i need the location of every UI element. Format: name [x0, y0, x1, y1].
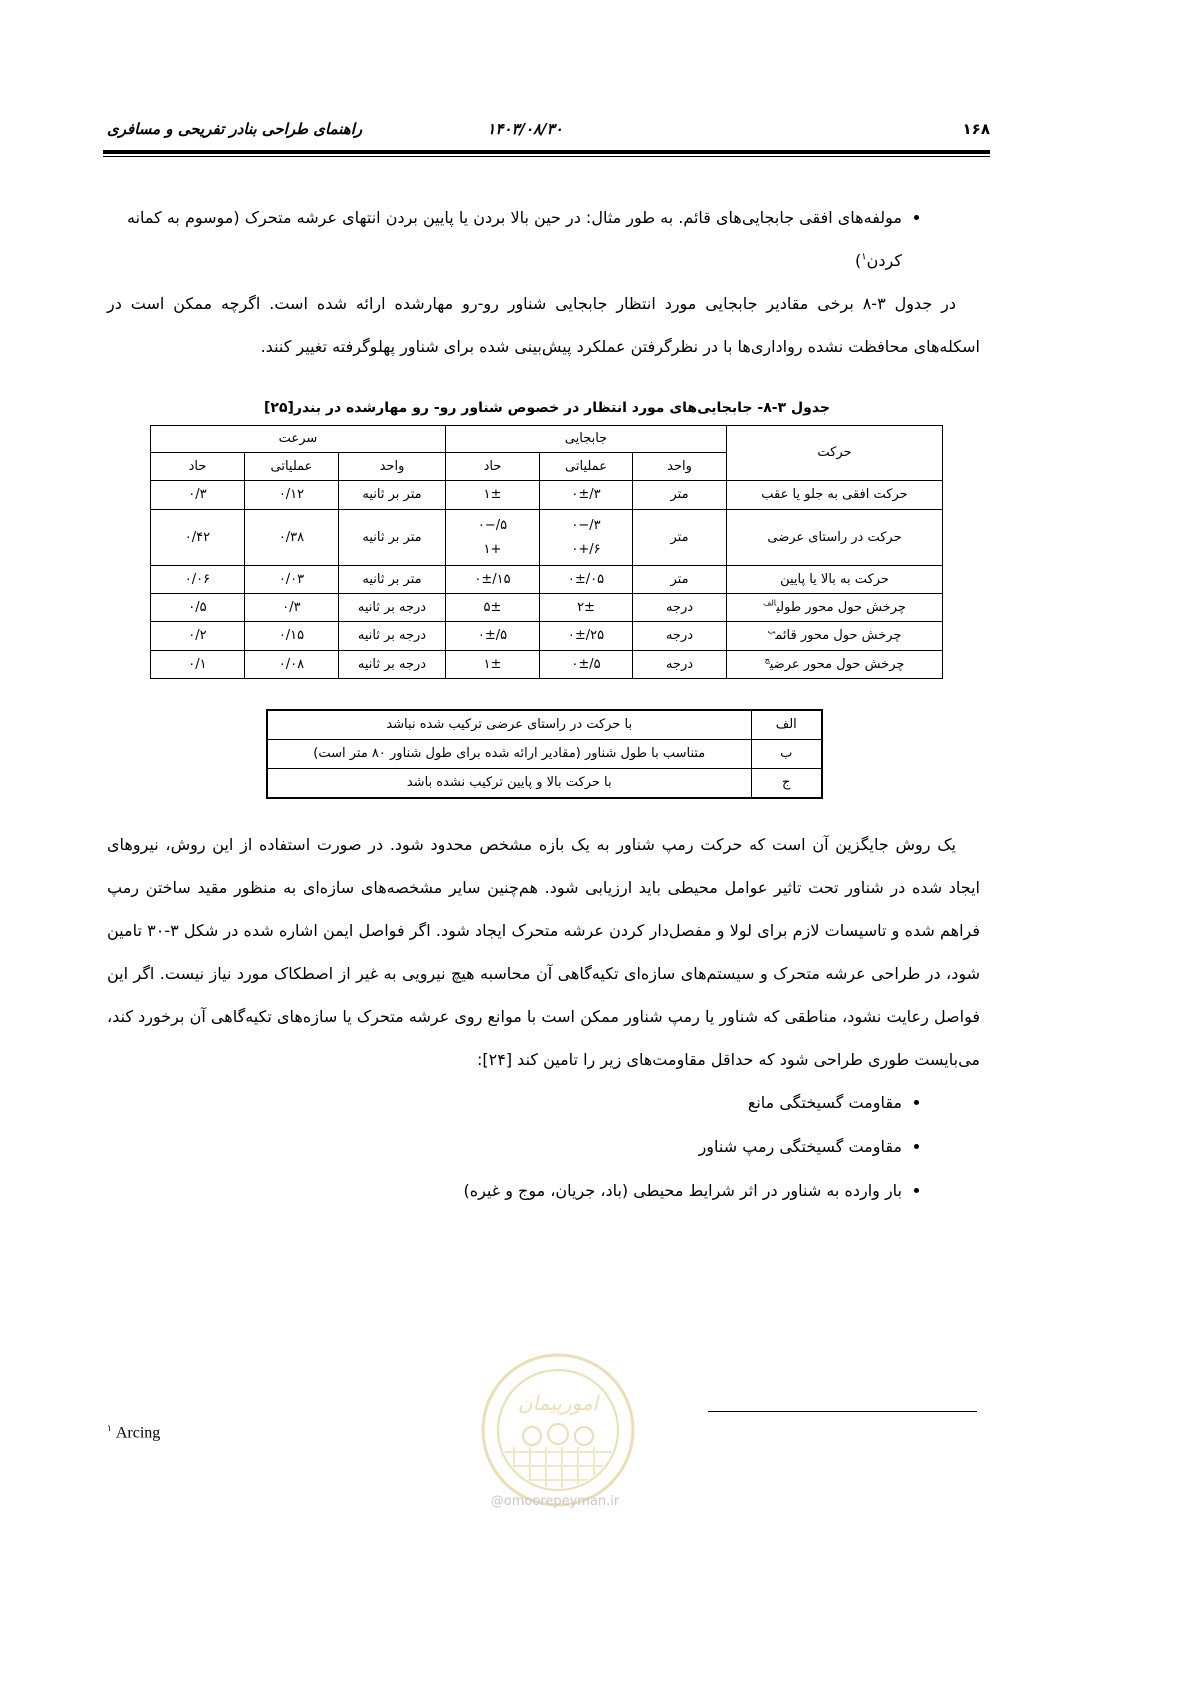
- footnote-rule: [708, 1411, 977, 1412]
- cell-value: ۱±: [483, 656, 502, 672]
- page-body: [107, 196, 980, 1213]
- note-row: [267, 740, 822, 769]
- motion-text: چرخش حول محور قائم: [775, 628, 902, 643]
- cell-speed-operating: [244, 622, 338, 651]
- cell-value: ۱+: [483, 541, 502, 557]
- footnote-number: ۱: [107, 1424, 112, 1434]
- note-row: [267, 710, 822, 740]
- note-key: الف: [751, 710, 822, 740]
- header-motion: حرکت: [727, 426, 943, 481]
- cell-motion: [727, 651, 943, 679]
- seal-building-icon: [548, 1424, 568, 1444]
- cell-value: ۱±: [483, 487, 502, 502]
- seal-outer-ring: [483, 1355, 633, 1505]
- table-row: [150, 651, 942, 679]
- cell-value: ۰/۱۲: [278, 487, 305, 502]
- bullet-item: [107, 1169, 902, 1213]
- paragraph-2: یک روش جایگزین آن است که حرکت رمپ شناور به یک بازه مشخص محدود شود. در صورت استفاده از این روش، نیروهای ایجاد شده در شناور تحت تاثیر عوامل محیطی باید ارزیابی شود. هم‌چنین سایر مشخصه‌های سازه‌ای به منظور مقید ساختن رمپ فراهم شده و تاسیسات لازم برای لولا و مفصل‌دار کردن عرشه متحرک ایجاد شود. اگر فواصل ایمن اشاره شده در شکل ۳-۳۰ تامین شود، در طراحی عرشه متحرک و سیستم‌های سازه‌ای تکیه‌گاهی آن محاسبه هیچ نیرویی به غیر از اصطکاک مورد نیاز نیست. اگر این فواصل رعایت نشود، مناطقی که شناور یا رمپ شناور ممکن است با موانع روی عرشه متحرک یا سازه‌های تکیه‌گاهی آن برخورد کند، می‌بایست طوری طراحی شود که حداقل مقاومت‌های زیر را تامین کند [۲۴]:: [107, 835, 980, 1069]
- header-date-text: ۱۴۰۳/۰۸/۳۰: [487, 120, 563, 138]
- cell-value: ۰−/۵: [477, 517, 508, 533]
- subheader-speed-operating: عملیاتی: [244, 453, 338, 481]
- note-ref: ب: [767, 626, 776, 636]
- cell-speed-unit: متر بر ثانیه: [338, 481, 445, 510]
- cell-disp-extreme: [445, 651, 539, 679]
- cell-motion: حرکت در راستای عرضی: [727, 510, 943, 566]
- cell-value: ۰/۳: [282, 599, 301, 615]
- cell-value: ۰/۵: [188, 599, 207, 615]
- cell-speed-operating: [244, 594, 338, 622]
- cell-disp-operating: [540, 594, 633, 622]
- subheader-disp-unit: واحد: [633, 453, 727, 481]
- motion-text: چرخش حول محور طولی: [776, 599, 906, 615]
- header-date: [470, 120, 580, 138]
- seal-globe-icon: [575, 1427, 593, 1445]
- cell-value: ۰/۳: [188, 487, 207, 502]
- cell-disp-operating: [540, 481, 633, 510]
- footnote-text: Arcing: [115, 1424, 161, 1442]
- cell-disp-unit: متر: [633, 566, 727, 594]
- table-row: [150, 510, 942, 566]
- cell-disp-operating: [540, 622, 633, 651]
- cell-motion: حرکت افقی به جلو یا عقب: [727, 481, 943, 510]
- note-text: متناسب با طول شناور (مقادیر ارائه شده برای طول شناور ۸۰ متر است): [267, 740, 751, 769]
- note-ref: الف: [763, 598, 777, 608]
- subheader-disp-operating: عملیاتی: [540, 453, 633, 481]
- cell-disp-unit: متر: [633, 510, 727, 566]
- cell-value: ۰/۱۵: [278, 628, 305, 643]
- cell-value: ۰±/۵: [571, 656, 601, 672]
- table-header-row: [150, 426, 942, 453]
- subheader-disp-extreme: حاد: [445, 453, 539, 481]
- seal-inner-ring: [498, 1370, 618, 1490]
- cell-value: ۰+/۶: [571, 541, 601, 557]
- cell-value: ۰/۰۳: [278, 571, 305, 587]
- cell-value: ۰/۰۸: [278, 656, 305, 672]
- table-row: [150, 622, 942, 651]
- notes-table: [266, 709, 823, 799]
- footnote: [107, 1424, 160, 1442]
- bullet-closing: ): [855, 251, 862, 270]
- cell-value: ۰/۱: [188, 656, 207, 672]
- cell-value: ۵±: [483, 599, 502, 615]
- cell-speed-unit: متر بر ثانیه: [338, 566, 445, 594]
- cell-speed-extreme: [150, 566, 244, 594]
- bullet-list-top: [107, 196, 980, 282]
- cell-motion: حرکت به بالا یا پایین: [727, 566, 943, 594]
- footnote-ref: ۱: [861, 251, 867, 263]
- cell-disp-extreme: [445, 481, 539, 510]
- cell-value: ۰±/۲۵: [567, 628, 605, 643]
- bullet-text: مقاومت گسیختگی رمپ شناور: [698, 1137, 902, 1156]
- cell-disp-unit: درجه: [633, 594, 727, 622]
- cell-value: ۰±/۳: [571, 487, 601, 502]
- cell-speed-extreme: [150, 622, 244, 651]
- bullet-list-bottom: [107, 1081, 980, 1213]
- note-key: ب: [751, 740, 822, 769]
- note-text: با حرکت بالا و پایین ترکیب نشده باشد: [267, 769, 751, 799]
- bullet-item: [107, 1081, 902, 1125]
- displacement-table: [150, 425, 943, 679]
- bullet-text: مقاومت گسیختگی مانع: [747, 1093, 902, 1112]
- seal-scale-icon: [523, 1427, 541, 1445]
- cell-disp-unit: درجه: [633, 651, 727, 679]
- cell-speed-unit: متر بر ثانیه: [338, 510, 445, 566]
- header-speed: سرعت: [150, 426, 445, 453]
- cell-speed-unit: درجه بر ثانیه: [338, 651, 445, 679]
- cell-value: ۰/۳۸: [278, 529, 305, 545]
- cell-speed-extreme: [150, 651, 244, 679]
- cell-value: ۲±: [577, 599, 595, 615]
- cell-speed-operating: [244, 481, 338, 510]
- table-row: [150, 594, 942, 622]
- header-rule-thin: [103, 156, 990, 157]
- cell-speed-operating: [244, 651, 338, 679]
- bullet-text: بار وارده به شناور در اثر شرایط محیطی (باد، جریان، موج و غیره): [463, 1181, 902, 1200]
- cell-value: ۰/۴۲: [184, 529, 211, 545]
- paragraph-1: در جدول ۳-۸ برخی مقادیر جابجایی مورد انتظار جابجایی شناور رو-رو مهارشده ارائه شده است. اگرچه ممکن است در اسکله‌های محافظت نشده رواداری‌ها با در نظرگرفتن عملکرد پیش‌بینی شده برای شناور پهلوگرفته تغییر کنند.: [107, 294, 980, 356]
- header-displacement: جابجایی: [445, 426, 726, 453]
- cell-motion: [727, 594, 943, 622]
- cell-speed-extreme: [150, 594, 244, 622]
- bullet-item: [107, 196, 902, 282]
- cell-disp-extreme: [445, 622, 539, 651]
- cell-speed-unit: درجه بر ثانیه: [338, 622, 445, 651]
- cell-speed-operating: [244, 566, 338, 594]
- cell-motion: [727, 622, 943, 651]
- cell-disp-extreme: [445, 566, 539, 594]
- cell-value: ۰/۲: [188, 628, 207, 643]
- table-row: [150, 566, 942, 594]
- bullet-text: مولفه‌های افقی جابجایی‌های قائم. به طور مثال: در حین بالا بردن یا پایین بردن انتهای عرشه متحرک (موسوم به کمانه کردن: [126, 208, 902, 270]
- note-row: [267, 769, 822, 799]
- cell-disp-extreme: [445, 594, 539, 622]
- seal-text: امورپیمان: [517, 1391, 599, 1415]
- book-title: راهنمای طراحی بنادر تفریحی و مسافری: [107, 120, 363, 138]
- page-number: ۱۶۸: [962, 120, 990, 138]
- table-row: [150, 481, 942, 510]
- table-caption: جدول ۳-۸- جابجایی‌های مورد انتظار در خصوص شناور رو- رو مهارشده در بندر[۲۵]: [264, 400, 830, 416]
- subheader-speed-unit: واحد: [338, 453, 445, 481]
- cell-value: ۰±/۰۵: [567, 571, 605, 587]
- cell-value: ۰±/۱۵: [474, 571, 511, 587]
- note-ref: ج: [764, 655, 770, 665]
- cell-disp-extreme: [445, 510, 539, 566]
- watermark-site: @omoorepeyman.ir: [490, 1494, 620, 1509]
- watermark-seal-icon: [480, 1352, 636, 1508]
- note-key: ج: [751, 769, 822, 799]
- cell-value: ۰/۰۶: [184, 571, 211, 587]
- cell-value: ۰−/۳: [571, 517, 601, 533]
- cell-disp-operating: [540, 510, 633, 566]
- cell-speed-operating: [244, 510, 338, 566]
- cell-disp-unit: متر: [633, 481, 727, 510]
- cell-disp-operating: [540, 566, 633, 594]
- note-text: با حرکت در راستای عرضی ترکیب شده نباشد: [267, 710, 751, 740]
- cell-speed-extreme: [150, 481, 244, 510]
- cell-value: ۰±/۵: [477, 628, 508, 643]
- subheader-speed-extreme: حاد: [150, 453, 244, 481]
- header-rule-thick: [103, 150, 990, 154]
- cell-speed-unit: درجه بر ثانیه: [338, 594, 445, 622]
- cell-speed-extreme: [150, 510, 244, 566]
- bullet-item: [107, 1125, 902, 1169]
- motion-text: چرخش حول محور عرضی: [769, 656, 905, 672]
- cell-disp-unit: درجه: [633, 622, 727, 651]
- cell-disp-operating: [540, 651, 633, 679]
